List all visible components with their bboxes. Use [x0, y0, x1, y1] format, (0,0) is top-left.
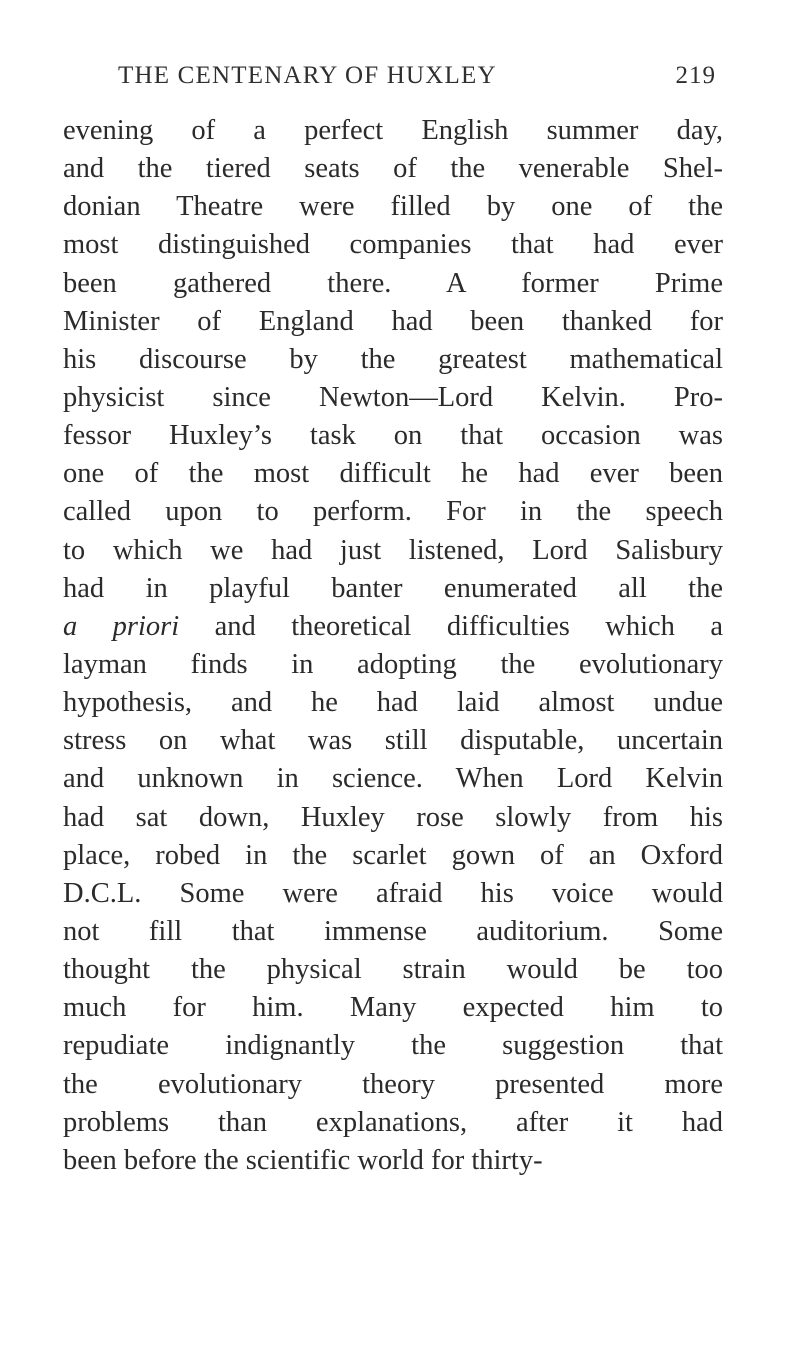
- text-line: had in playful banter enumerated all the: [63, 572, 723, 604]
- text-line: place, robed in the scarlet gown of an Oxford: [63, 839, 723, 871]
- text-line: one of the most difficult he had ever been: [63, 458, 723, 490]
- text-line: called upon to perform. For in the speech: [63, 496, 723, 528]
- page-number: 219: [675, 62, 716, 89]
- text-line: layman finds in adopting the evolutionary: [63, 648, 723, 680]
- text-line: physicist since Newton—Lord Kelvin. Pro-: [63, 381, 723, 413]
- text-line: thought the physical strain would be too: [63, 954, 723, 986]
- text-line: much for him. Many expected him to: [63, 992, 723, 1024]
- running-title: THE CENTENARY OF HUXLEY: [118, 62, 497, 89]
- text-line: hypothesis, and he had laid almost undue: [63, 687, 723, 719]
- text-line: been gathered there. A former Prime: [63, 267, 723, 299]
- text-line-rest: and theoretical difficulties which a: [179, 610, 723, 642]
- text-line: donian Theatre were filled by one of the: [63, 191, 723, 223]
- text-line: evening of a perfect English summer day,: [63, 115, 723, 146]
- body-text: [63, 112, 723, 1180]
- text-line: problems than explanations, after it had: [63, 1106, 723, 1138]
- text-line: repudiate indignantly the suggestion that: [63, 1030, 723, 1062]
- text-line: his discourse by the greatest mathematical: [63, 343, 723, 375]
- text-line: D.C.L. Some were afraid his voice would: [63, 877, 723, 909]
- text-line: had sat down, Huxley rose slowly from his: [63, 801, 723, 833]
- text-line: the evolutionary theory presented more: [63, 1068, 723, 1100]
- text-line: stress on what was still disputable, uncertain: [63, 725, 723, 757]
- text-line: to which we had just listened, Lord Salisbury: [63, 534, 723, 566]
- text-line: and the tiered seats of the venerable Shel-: [63, 153, 723, 185]
- text-line: fessor Huxley’s task on that occasion was: [63, 420, 723, 452]
- text-line: Minister of England had been thanked for: [63, 305, 723, 337]
- text-line: most distinguished companies that had ever: [63, 229, 723, 261]
- text-line-with-italic: [63, 608, 723, 646]
- italic-phrase: a priori: [63, 610, 180, 642]
- running-head: [100, 62, 716, 102]
- text-line: not fill that immense auditorium. Some: [63, 915, 723, 947]
- text-line: been before the scientific world for thirty-: [63, 1144, 543, 1176]
- text-line: and unknown in science. When Lord Kelvin: [63, 763, 723, 795]
